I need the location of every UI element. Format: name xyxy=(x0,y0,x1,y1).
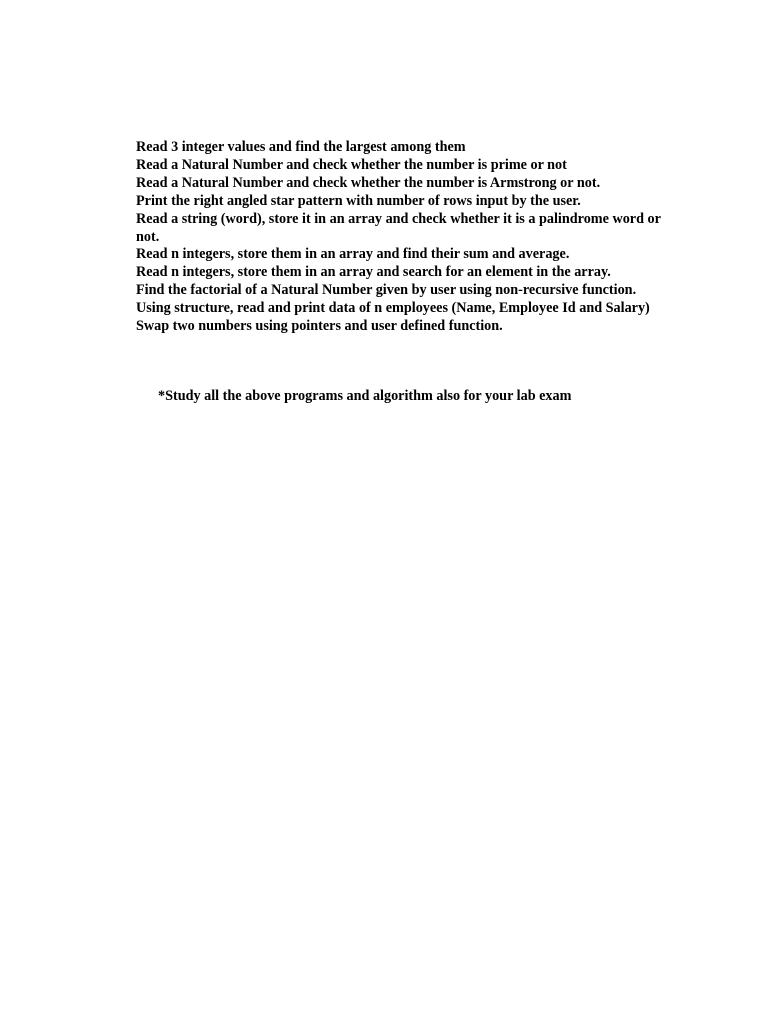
program-item-1: Read 3 integer values and find the largest among them xyxy=(136,139,466,155)
program-item-5: Read a string (word), store it in an array and check whether it is a palindrome word or not. xyxy=(136,210,661,245)
program-item-6: Read n integers, store them in an array and find their sum and average. xyxy=(136,246,570,263)
program-item-7: Read n integers, store them in an array and search for an element in the array. xyxy=(136,264,611,281)
program-item-3: Read a Natural Number and check whether the number is Armstrong or not. xyxy=(136,174,601,191)
program-item-10: Swap two numbers using pointers and user defined function. xyxy=(136,318,503,335)
study-note: *Study all the above programs and algorithm also for your lab exam xyxy=(158,388,572,404)
program-item-9: Using structure, read and print data of n employees (Name, Employee Id and Salary) xyxy=(136,300,650,317)
program-item-8: Find the factorial of a Natural Number given by user using non-recursive function. xyxy=(136,282,637,299)
program-item-2: Read a Natural Number and check whether the number is prime or not xyxy=(136,156,567,173)
program-item-4: Print the right angled star pattern with number of rows input by the user. xyxy=(136,192,581,209)
program-list xyxy=(136,139,684,336)
